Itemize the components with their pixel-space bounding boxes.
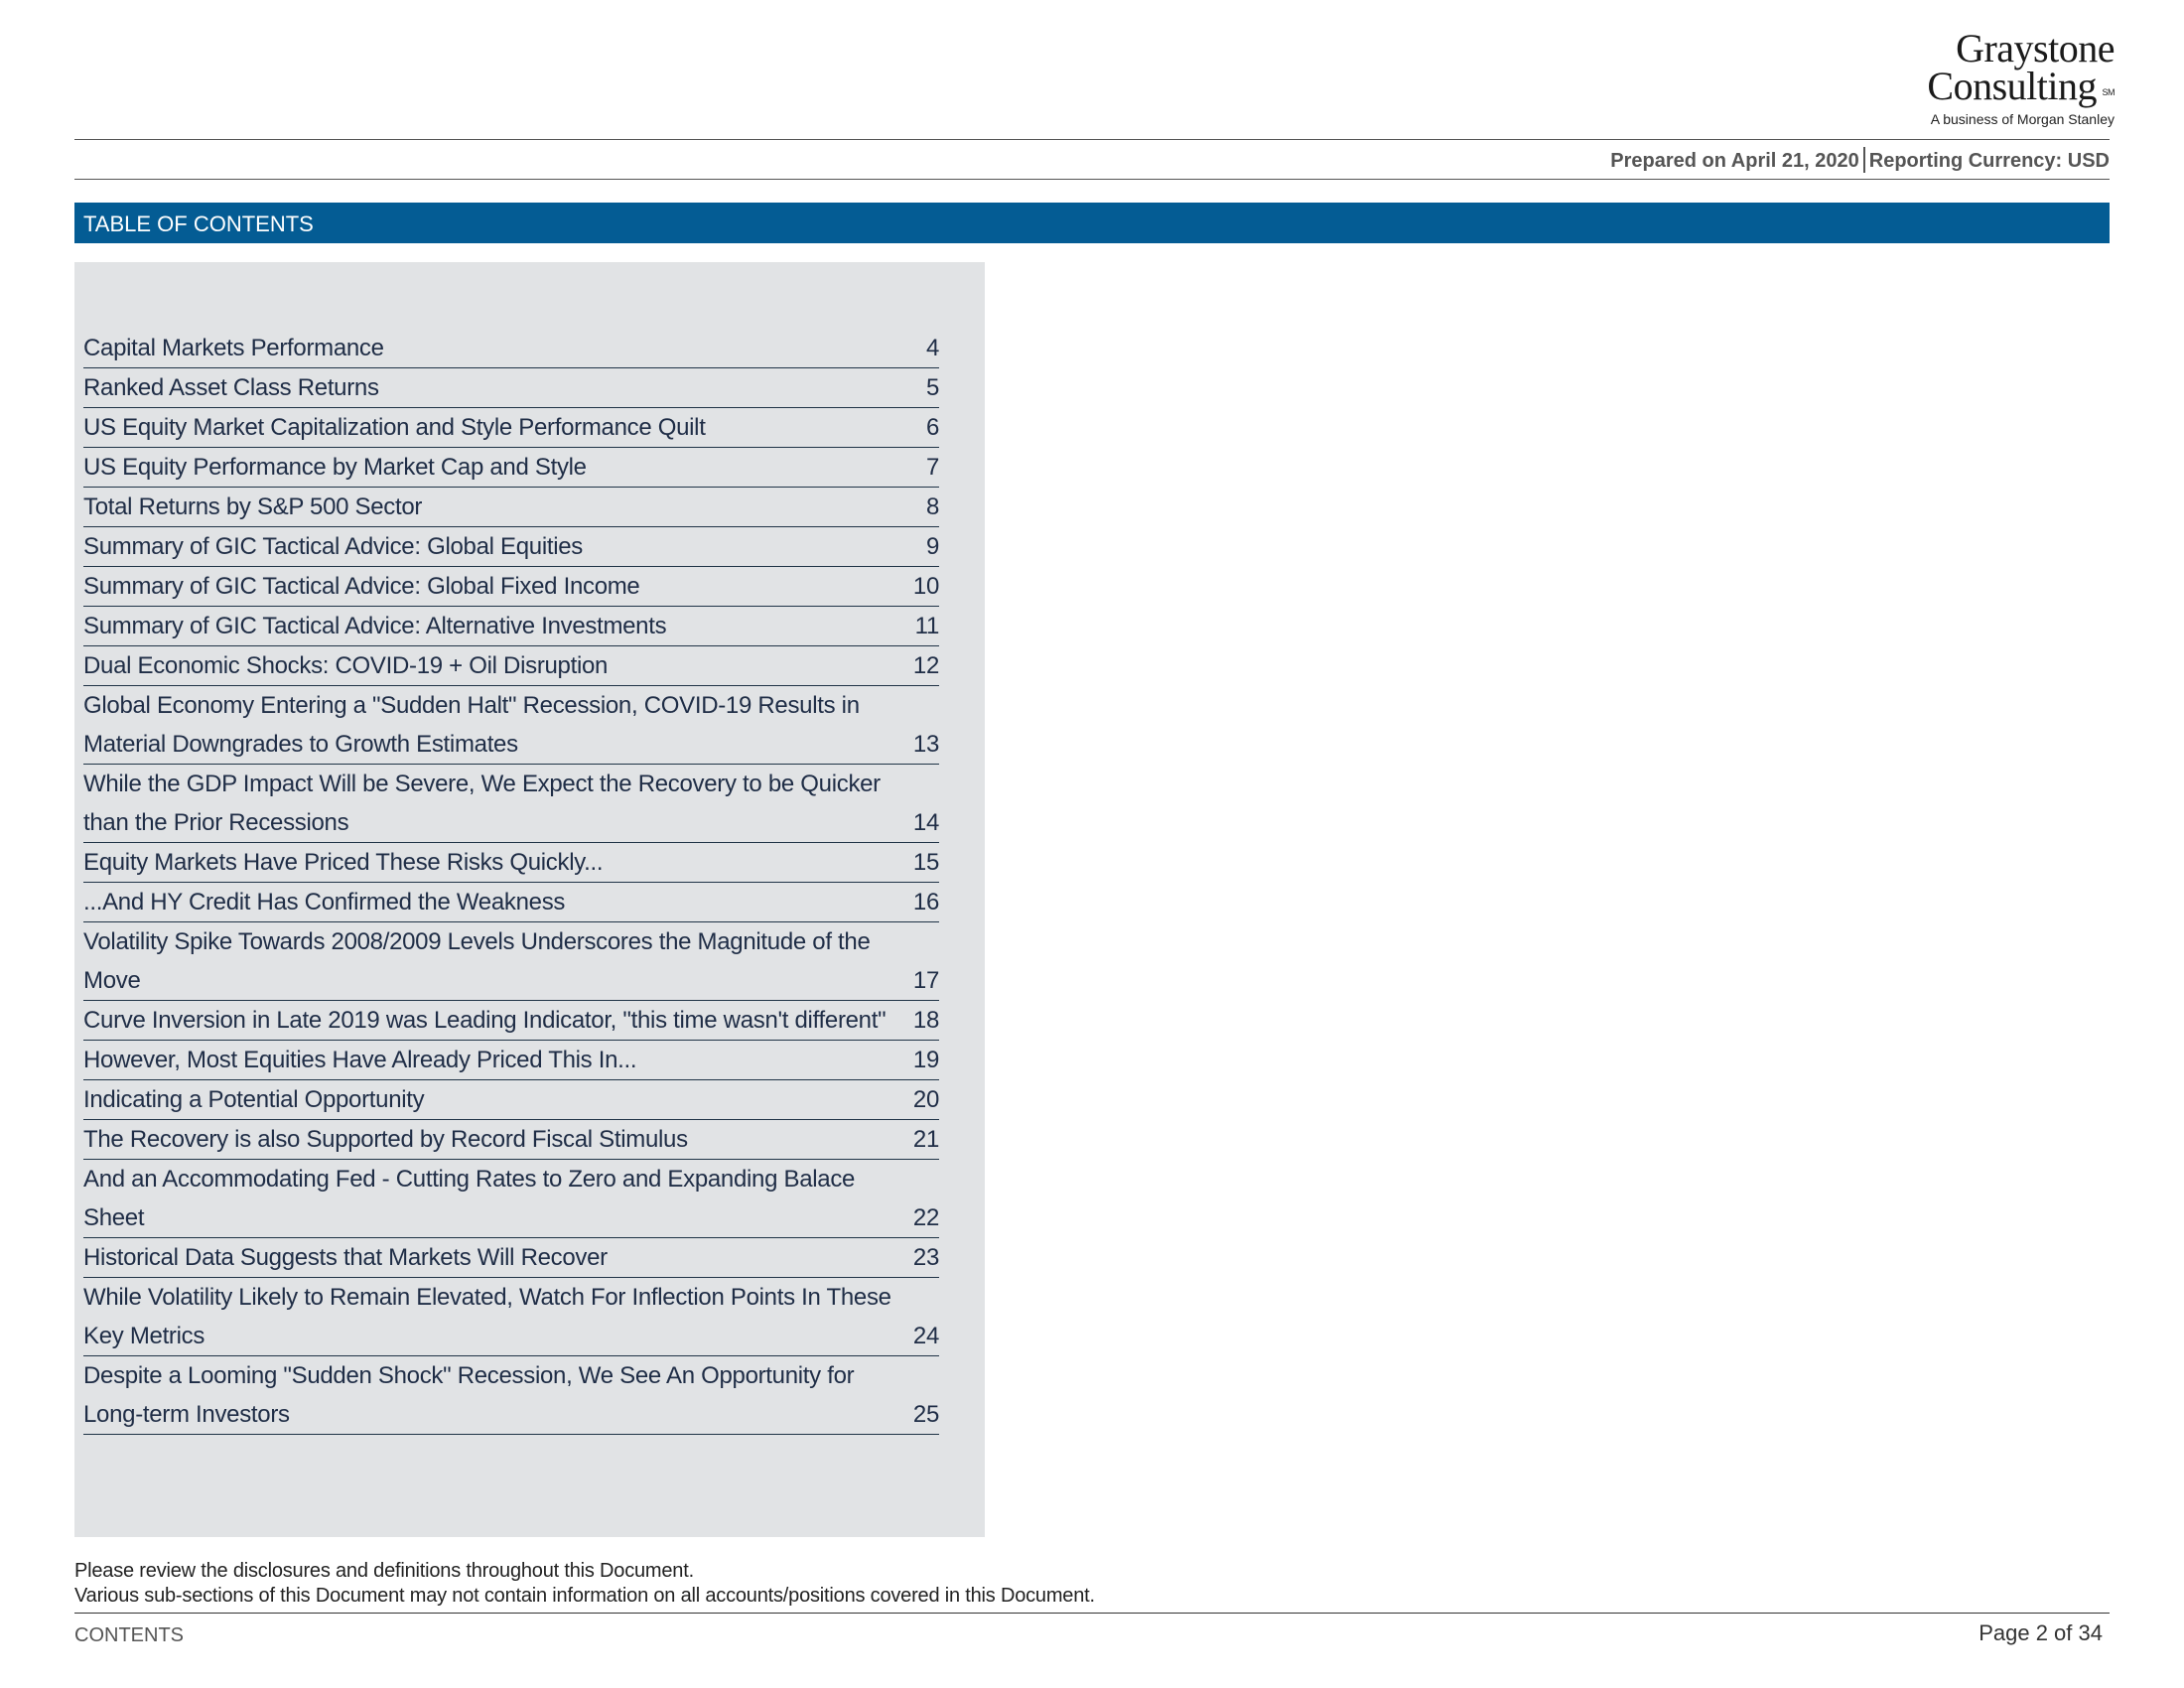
- toc-entry-page: 12: [912, 652, 939, 679]
- toc-entry[interactable]: [83, 646, 939, 686]
- toc-list: [83, 329, 939, 1435]
- page-number: Page 2 of 34: [1979, 1620, 2103, 1645]
- toc-entry-title: Global Economy Entering a "Sudden Halt" Recession, COVID-19 Results in Material Downgrades to Growth Estimates: [83, 692, 860, 758]
- toc-entry[interactable]: [83, 408, 939, 448]
- company-logo: [1927, 26, 2115, 127]
- toc-entry-title: US Equity Market Capitalization and Style Performance Quilt: [83, 414, 706, 441]
- report-meta: [1610, 147, 2110, 173]
- toc-entry-title: While the GDP Impact Will be Severe, We Expect the Recovery to be Quicker than the Prior Recessions: [83, 771, 881, 836]
- toc-entry[interactable]: [83, 488, 939, 527]
- toc-entry[interactable]: [83, 527, 939, 567]
- toc-entry-title: Curve Inversion in Late 2019 was Leading Indicator, "this time wasn't different": [83, 1007, 887, 1034]
- toc-entry-page: 25: [912, 1401, 939, 1428]
- toc-entry-title: Volatility Spike Towards 2008/2009 Levels Underscores the Magnitude of the Move: [83, 928, 871, 994]
- toc-entry[interactable]: [83, 368, 939, 408]
- toc-entry-page: 22: [912, 1204, 939, 1231]
- toc-entry-title: The Recovery is also Supported by Record Fiscal Stimulus: [83, 1126, 688, 1153]
- toc-entry-page: 24: [912, 1323, 939, 1349]
- logo-subtitle: A business of Morgan Stanley: [1930, 111, 2115, 127]
- toc-entry-page: 6: [925, 414, 939, 441]
- toc-entry-title: Summary of GIC Tactical Advice: Global Equities: [83, 533, 584, 560]
- toc-entry-title: And an Accommodating Fed - Cutting Rates to Zero and Expanding Balace Sheet: [83, 1166, 856, 1231]
- toc-entry-page: 7: [925, 454, 939, 481]
- footer-note-disclosures: Please review the disclosures and definitions throughout this Document.: [74, 1560, 694, 1582]
- toc-entry-page: 19: [912, 1047, 939, 1073]
- toc-entry[interactable]: [83, 1278, 939, 1356]
- footer-divider: [74, 1613, 2110, 1614]
- toc-entry[interactable]: [83, 448, 939, 488]
- toc-entry-title: Ranked Asset Class Returns: [83, 374, 379, 401]
- toc-panel: [74, 262, 985, 1537]
- toc-entry-page: 15: [912, 849, 939, 876]
- toc-entry-title: Dual Economic Shocks: COVID-19 + Oil Disruption: [83, 652, 609, 679]
- meta-separator: [1863, 147, 1865, 173]
- logo-consulting-text: Consulting: [1927, 64, 2097, 108]
- toc-title: TABLE OF CONTENTS: [83, 211, 314, 236]
- toc-entry-title: US Equity Performance by Market Cap and Style: [83, 454, 587, 481]
- footer-notes: [74, 1559, 1095, 1609]
- toc-entry-title: Historical Data Suggests that Markets Will Recover: [83, 1244, 608, 1271]
- reporting-currency: Reporting Currency: USD: [1868, 150, 2110, 172]
- toc-entry-title: Total Returns by S&P 500 Sector: [83, 493, 423, 520]
- toc-entry[interactable]: [83, 922, 939, 1001]
- toc-entry[interactable]: [83, 329, 939, 368]
- toc-entry-title: Summary of GIC Tactical Advice: Alternative Investments: [83, 613, 667, 639]
- footer-note-coverage: Various sub-sections of this Document may not contain information on all accounts/positions covered in this Document.: [74, 1585, 1095, 1607]
- toc-entry-title: While Volatility Likely to Remain Elevated, Watch For Inflection Points In These Key Metrics: [83, 1284, 891, 1349]
- toc-entry-page: 10: [912, 573, 939, 600]
- toc-entry-page: 20: [912, 1086, 939, 1113]
- header-divider-bottom: [74, 179, 2110, 180]
- toc-header-bar: [74, 203, 2110, 243]
- header-divider-top: [74, 139, 2110, 140]
- prepared-date: Prepared on April 21, 2020: [1610, 150, 1859, 172]
- toc-entry-page: 5: [925, 374, 939, 401]
- toc-entry-page: 21: [912, 1126, 939, 1153]
- toc-entry-page: 17: [912, 967, 939, 994]
- logo-line-consulting: [1927, 64, 2115, 108]
- toc-entry-title: Capital Markets Performance: [83, 335, 384, 361]
- toc-entry[interactable]: [83, 1080, 939, 1120]
- toc-entry[interactable]: [83, 883, 939, 922]
- toc-entry-title: Indicating a Potential Opportunity: [83, 1086, 425, 1113]
- toc-entry-page: 16: [912, 889, 939, 915]
- toc-entry[interactable]: [83, 567, 939, 607]
- toc-entry[interactable]: [83, 1001, 939, 1041]
- toc-entry[interactable]: [83, 607, 939, 646]
- toc-entry[interactable]: [83, 1041, 939, 1080]
- toc-entry-page: 14: [912, 809, 939, 836]
- toc-entry-title: Despite a Looming "Sudden Shock" Recession, We See An Opportunity for Long-term Investors: [83, 1362, 855, 1428]
- toc-entry-title: However, Most Equities Have Already Priced This In...: [83, 1047, 637, 1073]
- toc-entry[interactable]: [83, 843, 939, 883]
- toc-entry[interactable]: [83, 1160, 939, 1238]
- logo-service-mark: SM: [2102, 87, 2115, 97]
- footer-section-label: CONTENTS: [74, 1624, 184, 1646]
- logo-line-graystone: Graystone: [1956, 26, 2115, 70]
- toc-entry-page: 23: [912, 1244, 939, 1271]
- toc-entry[interactable]: [83, 1238, 939, 1278]
- toc-entry-title: ...And HY Credit Has Confirmed the Weakness: [83, 889, 566, 915]
- toc-entry-title: Summary of GIC Tactical Advice: Global Fixed Income: [83, 573, 640, 600]
- toc-entry-page: 4: [925, 335, 939, 361]
- toc-entry-page: 8: [925, 493, 939, 520]
- toc-entry[interactable]: [83, 765, 939, 843]
- toc-entry-page: 13: [912, 731, 939, 758]
- toc-entry[interactable]: [83, 1120, 939, 1160]
- toc-entry-title: Equity Markets Have Priced These Risks Quickly...: [83, 849, 604, 876]
- toc-entry[interactable]: [83, 686, 939, 765]
- toc-entry-page: 9: [925, 533, 939, 560]
- toc-entry-page: 18: [912, 1007, 939, 1034]
- toc-entry[interactable]: [83, 1356, 939, 1435]
- toc-entry-page: 11: [914, 613, 939, 639]
